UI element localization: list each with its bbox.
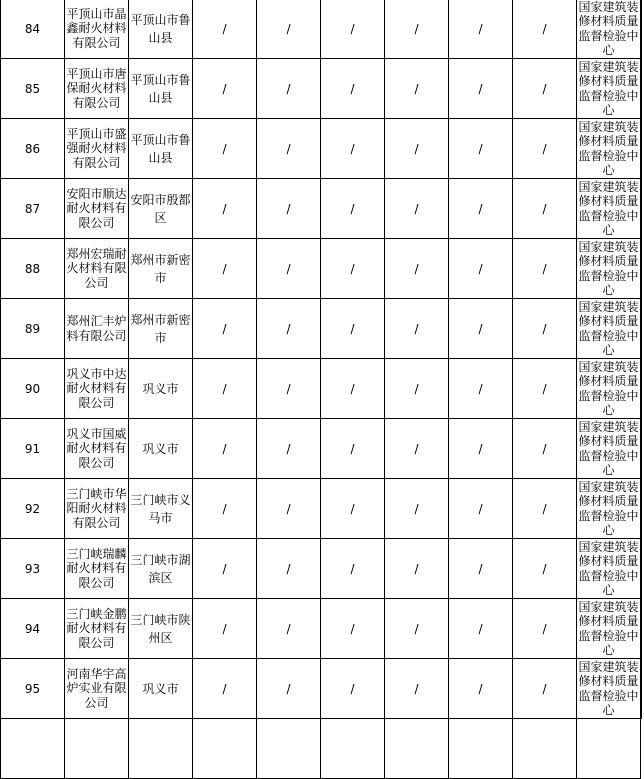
sampling-result-cell xyxy=(641,359,642,419)
location-cell xyxy=(129,239,193,299)
company-name-cell-text: 三门峡市华阳耐火材料有限公司 xyxy=(66,486,127,530)
location-cell-text: 安阳市殷都区 xyxy=(130,192,191,225)
sampling-result-cell xyxy=(641,599,642,659)
location-cell xyxy=(129,59,193,119)
empty-value-cell: / xyxy=(513,539,577,599)
sampling-result-cell xyxy=(641,419,642,479)
location-cell-text: 郑州市新密市 xyxy=(130,252,191,285)
empty-value-cell: / xyxy=(385,659,449,719)
empty-value-cell: / xyxy=(385,299,449,359)
inspection-agency-cell xyxy=(577,479,641,539)
company-name-cell xyxy=(65,359,129,419)
company-name-cell xyxy=(65,239,129,299)
empty-value-cell: / xyxy=(449,599,513,659)
row-number-cell: 88 xyxy=(1,239,65,299)
location-cell xyxy=(129,479,193,539)
empty-value-cell: / xyxy=(257,479,321,539)
empty-value-cell: / xyxy=(257,239,321,299)
empty-value-cell: / xyxy=(257,539,321,599)
location-cell-text: 平顶山市鲁山县 xyxy=(130,12,191,45)
inspection-agency-cell xyxy=(577,419,641,479)
empty-value-cell: / xyxy=(193,359,257,419)
empty-value-cell: / xyxy=(193,59,257,119)
table-body xyxy=(1,0,642,779)
empty-value-cell: / xyxy=(321,299,385,359)
empty-value-cell: / xyxy=(193,599,257,659)
empty-value-cell: / xyxy=(257,599,321,659)
empty-value-cell: / xyxy=(321,539,385,599)
empty-value-cell: / xyxy=(385,599,449,659)
empty-value-cell: / xyxy=(449,539,513,599)
inspection-agency-cell-text: 国家建筑装修材料质量监督检验中心 xyxy=(578,659,639,717)
empty-value-cell: / xyxy=(385,59,449,119)
company-name-cell xyxy=(65,599,129,659)
table-row xyxy=(1,419,642,479)
empty-value-cell: / xyxy=(193,659,257,719)
table-row xyxy=(1,239,642,299)
location-cell xyxy=(129,179,193,239)
empty-value-cell: / xyxy=(321,179,385,239)
location-cell xyxy=(129,419,193,479)
location-cell-text: 巩义市 xyxy=(142,381,179,396)
location-cell xyxy=(129,359,193,419)
empty-value-cell: / xyxy=(321,239,385,299)
partial-cell xyxy=(65,719,129,779)
location-cell-text: 平顶山市鲁山县 xyxy=(130,72,191,105)
partial-cell xyxy=(257,719,321,779)
empty-value-cell: / xyxy=(513,599,577,659)
empty-value-cell: / xyxy=(193,419,257,479)
inspection-agency-cell xyxy=(577,359,641,419)
location-cell xyxy=(129,119,193,179)
inspection-agency-cell-text: 国家建筑装修材料质量监督检验中心 xyxy=(578,419,639,477)
empty-value-cell: / xyxy=(193,179,257,239)
location-cell xyxy=(129,599,193,659)
empty-value-cell: / xyxy=(513,179,577,239)
location-cell-text: 巩义市 xyxy=(142,681,179,696)
row-number-cell: 84 xyxy=(1,0,65,59)
location-cell xyxy=(129,0,193,59)
empty-value-cell: / xyxy=(257,359,321,419)
empty-value-cell: / xyxy=(257,0,321,59)
table-row xyxy=(1,539,642,599)
partial-cell xyxy=(513,719,577,779)
inspection-agency-cell xyxy=(577,0,641,59)
empty-value-cell: / xyxy=(385,119,449,179)
partial-cell xyxy=(193,719,257,779)
empty-value-cell: / xyxy=(321,0,385,59)
partial-cell xyxy=(385,719,449,779)
company-name-cell-text: 平顶山市盛强耐火材料有限公司 xyxy=(66,126,127,170)
location-cell xyxy=(129,539,193,599)
inspection-agency-cell xyxy=(577,179,641,239)
empty-value-cell: / xyxy=(385,419,449,479)
empty-value-cell: / xyxy=(385,239,449,299)
table-row xyxy=(1,479,642,539)
table-row xyxy=(1,599,642,659)
empty-value-cell: / xyxy=(449,59,513,119)
company-name-cell-text: 河南华宇高炉实业有限公司 xyxy=(66,666,127,710)
empty-value-cell: / xyxy=(513,659,577,719)
row-number-cell: 89 xyxy=(1,299,65,359)
company-name-cell xyxy=(65,119,129,179)
sampling-result-cell xyxy=(641,479,642,539)
company-name-cell-text: 平顶山市晶鑫耐火材料有限公司 xyxy=(66,6,127,50)
empty-value-cell: / xyxy=(257,659,321,719)
empty-value-cell: / xyxy=(385,539,449,599)
company-name-cell xyxy=(65,59,129,119)
company-name-cell xyxy=(65,479,129,539)
empty-value-cell: / xyxy=(449,239,513,299)
empty-value-cell: / xyxy=(449,359,513,419)
empty-value-cell: / xyxy=(193,119,257,179)
inspection-agency-cell xyxy=(577,539,641,599)
inspection-agency-cell xyxy=(577,239,641,299)
empty-value-cell: / xyxy=(193,239,257,299)
company-name-cell-text: 郑州汇丰炉料有限公司 xyxy=(66,314,127,343)
row-number-cell: 92 xyxy=(1,479,65,539)
sampling-result-cell xyxy=(641,179,642,239)
inspection-agency-cell-text: 国家建筑装修材料质量监督检验中心 xyxy=(578,359,639,417)
row-number-cell: 86 xyxy=(1,119,65,179)
empty-value-cell: / xyxy=(257,299,321,359)
empty-value-cell: / xyxy=(449,0,513,59)
table-row xyxy=(1,179,642,239)
empty-value-cell: / xyxy=(385,479,449,539)
row-number-cell: 90 xyxy=(1,359,65,419)
empty-value-cell: / xyxy=(193,299,257,359)
empty-value-cell: / xyxy=(449,419,513,479)
empty-value-cell: / xyxy=(513,239,577,299)
empty-value-cell: / xyxy=(257,179,321,239)
sampling-result-cell xyxy=(641,59,642,119)
table-row xyxy=(1,659,642,719)
empty-value-cell: / xyxy=(257,119,321,179)
inspection-agency-cell-text: 国家建筑装修材料质量监督检验中心 xyxy=(578,119,639,177)
company-name-cell-text: 平顶山市唐保耐火材料有限公司 xyxy=(66,66,127,110)
empty-value-cell: / xyxy=(321,119,385,179)
partial-cell xyxy=(577,719,641,779)
empty-value-cell: / xyxy=(513,419,577,479)
table-row xyxy=(1,0,642,59)
partial-cell xyxy=(321,719,385,779)
company-name-cell-text: 巩义市国威耐火材料有限公司 xyxy=(66,426,127,470)
empty-value-cell: / xyxy=(513,59,577,119)
empty-value-cell: / xyxy=(193,539,257,599)
empty-value-cell: / xyxy=(321,479,385,539)
sampling-result-cell xyxy=(641,239,642,299)
sampling-result-cell xyxy=(641,119,642,179)
company-name-cell-text: 安阳市顺达耐火材料有限公司 xyxy=(66,186,127,230)
empty-value-cell: / xyxy=(385,0,449,59)
empty-value-cell: / xyxy=(321,419,385,479)
company-name-cell xyxy=(65,419,129,479)
inspection-agency-cell xyxy=(577,599,641,659)
location-cell-text: 郑州市新密市 xyxy=(130,312,191,345)
row-number-cell: 91 xyxy=(1,419,65,479)
empty-value-cell: / xyxy=(449,179,513,239)
empty-value-cell: / xyxy=(257,419,321,479)
partial-cell xyxy=(449,719,513,779)
company-name-cell xyxy=(65,0,129,59)
location-cell-text: 巩义市 xyxy=(142,441,179,456)
inspection-agency-cell xyxy=(577,119,641,179)
empty-value-cell: / xyxy=(449,479,513,539)
company-name-cell-text: 三门峡金鹏耐火材料有限公司 xyxy=(66,606,127,650)
location-cell-text: 平顶山市鲁山县 xyxy=(130,132,191,165)
location-cell xyxy=(129,659,193,719)
table-row xyxy=(1,359,642,419)
empty-value-cell: / xyxy=(385,179,449,239)
sampling-result-cell xyxy=(641,659,642,719)
row-number-cell: 87 xyxy=(1,179,65,239)
empty-value-cell: / xyxy=(449,659,513,719)
inspection-agency-cell xyxy=(577,659,641,719)
empty-value-cell: / xyxy=(513,119,577,179)
empty-value-cell: / xyxy=(449,299,513,359)
empty-value-cell: / xyxy=(321,359,385,419)
partial-cell xyxy=(129,719,193,779)
inspection-agency-cell xyxy=(577,59,641,119)
empty-value-cell: / xyxy=(513,359,577,419)
location-cell-text: 三门峡市陕州区 xyxy=(130,612,191,645)
company-name-cell-text: 巩义市中达耐火材料有限公司 xyxy=(66,366,127,410)
inspection-agency-cell xyxy=(577,299,641,359)
table-row xyxy=(1,119,642,179)
empty-value-cell: / xyxy=(513,0,577,59)
company-name-cell xyxy=(65,659,129,719)
empty-value-cell: / xyxy=(321,659,385,719)
empty-value-cell: / xyxy=(513,299,577,359)
company-name-cell xyxy=(65,179,129,239)
partial-cell xyxy=(1,719,65,779)
company-name-cell xyxy=(65,299,129,359)
row-number-cell: 94 xyxy=(1,599,65,659)
empty-value-cell: / xyxy=(193,479,257,539)
empty-value-cell: / xyxy=(385,359,449,419)
empty-value-cell: / xyxy=(257,59,321,119)
empty-value-cell: / xyxy=(449,119,513,179)
inspection-agency-cell-text: 国家建筑装修材料质量监督检验中心 xyxy=(578,299,639,357)
inspection-agency-cell-text: 国家建筑装修材料质量监督检验中心 xyxy=(578,0,639,57)
inspection-agency-cell-text: 国家建筑装修材料质量监督检验中心 xyxy=(578,59,639,117)
empty-value-cell: / xyxy=(513,479,577,539)
table-row-partial xyxy=(1,719,642,779)
inspection-agency-cell-text: 国家建筑装修材料质量监督检验中心 xyxy=(578,479,639,537)
inspection-agency-cell-text: 国家建筑装修材料质量监督检验中心 xyxy=(578,239,639,297)
inspection-agency-cell-text: 国家建筑装修材料质量监督检验中心 xyxy=(578,179,639,237)
empty-value-cell: / xyxy=(321,599,385,659)
location-cell xyxy=(129,299,193,359)
company-name-cell-text: 郑州宏瑞耐火材料有限公司 xyxy=(66,246,127,290)
location-cell-text: 三门峡市义马市 xyxy=(130,492,191,525)
table-row xyxy=(1,59,642,119)
inspection-agency-cell-text: 国家建筑装修材料质量监督检验中心 xyxy=(578,539,639,597)
table-row xyxy=(1,299,642,359)
row-number-cell: 85 xyxy=(1,59,65,119)
location-cell-text: 三门峡市湖滨区 xyxy=(130,552,191,585)
empty-value-cell: / xyxy=(321,59,385,119)
company-name-cell xyxy=(65,539,129,599)
empty-value-cell: / xyxy=(193,0,257,59)
inspection-agency-cell-text: 国家建筑装修材料质量监督检验中心 xyxy=(578,599,639,657)
sampling-result-cell xyxy=(641,0,642,59)
row-number-cell: 93 xyxy=(1,539,65,599)
sampling-result-cell xyxy=(641,299,642,359)
company-name-cell-text: 三门峡瑞麟耐火材料有限公司 xyxy=(66,546,127,590)
row-number-cell: 95 xyxy=(1,659,65,719)
sampling-result-cell xyxy=(641,539,642,599)
